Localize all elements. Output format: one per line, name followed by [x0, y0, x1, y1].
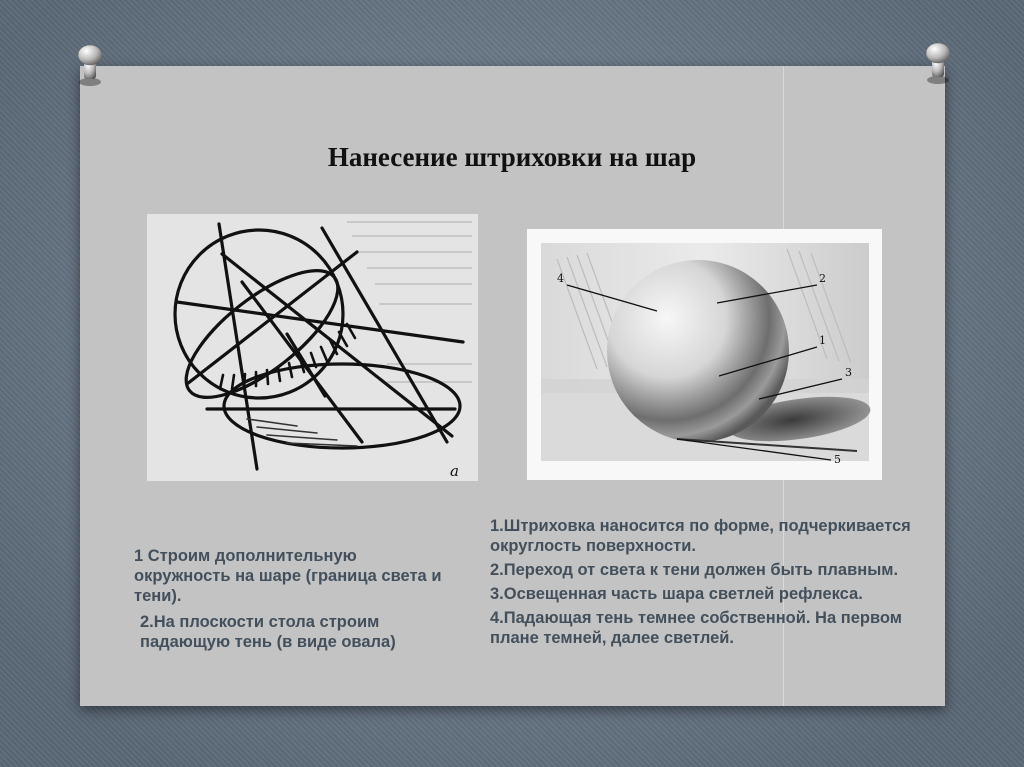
text-paragraph: 1 Строим дополнительную окружность на шаре (граница света и тени).: [134, 547, 442, 605]
right-text-block: [490, 516, 920, 648]
sphere-construction-drawing: [147, 214, 478, 481]
thumbtack-icon: [70, 42, 110, 88]
shaded-sphere-drawing: [527, 229, 882, 480]
callout-label: 5: [834, 453, 841, 466]
callout-label: 3: [845, 366, 852, 379]
callout-label: 1: [819, 334, 826, 347]
thumbtack-icon: [918, 40, 958, 86]
slide-title: Нанесение штриховки на шар: [327, 142, 697, 172]
text-paragraph: 1.Штриховка наносится по форме, подчеркивается округлость поверхности.: [490, 517, 911, 555]
callout-label: 2: [819, 272, 826, 285]
text-paragraph: 3.Освещенная часть шара светлей рефлекса.: [490, 585, 863, 603]
figure-corner-label: а: [450, 462, 459, 480]
left-text-block: [134, 546, 454, 652]
text-paragraph: 2.На плоскости стола строим падающую тень (в виде овала): [140, 613, 396, 651]
callout-label: 4: [557, 272, 564, 285]
text-paragraph: 2.Переход от света к тени должен быть плавным.: [490, 561, 899, 579]
text-paragraph: 4.Падающая тень темнее собственной. На первом плане темней, далее светлей.: [490, 609, 902, 647]
